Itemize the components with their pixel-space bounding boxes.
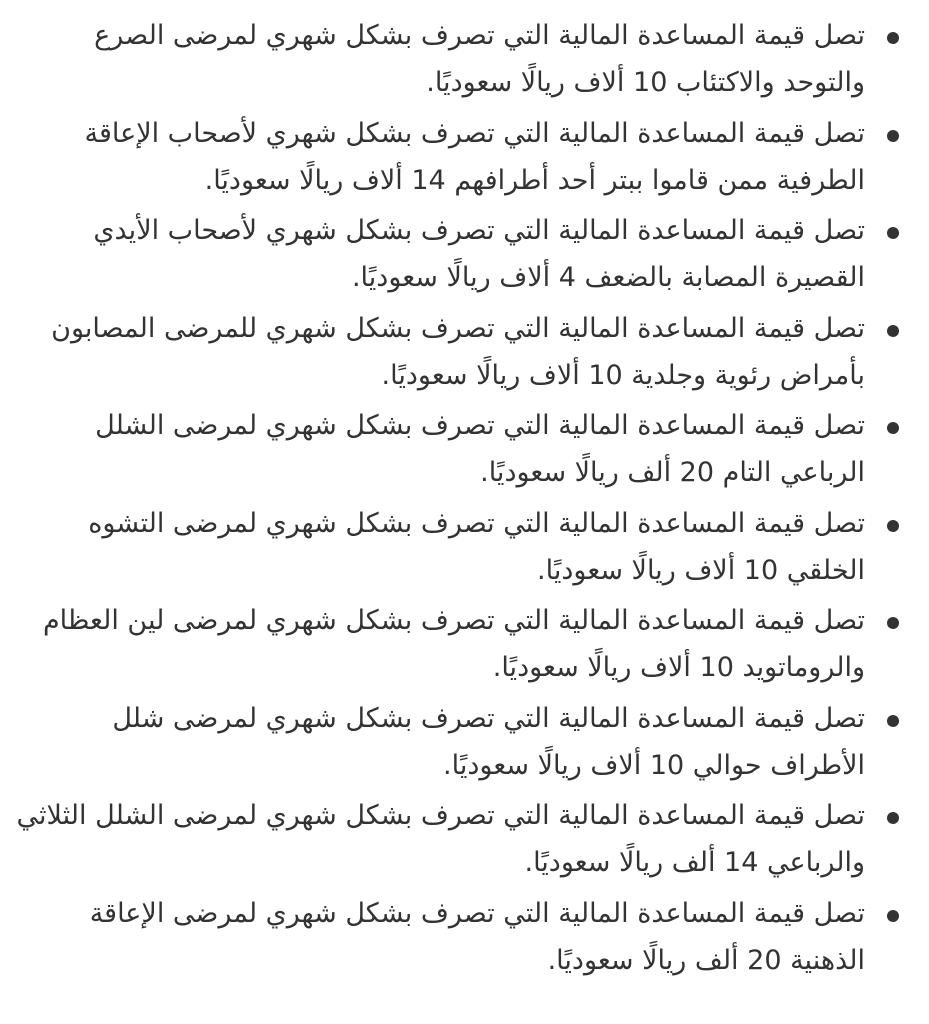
bullet-icon xyxy=(887,617,899,629)
list-item-text: تصل قيمة المساعدة المالية التي تصرف بشكل شهري لأصحاب الإعاقة الطرفية ممن قاموا ببتر أحد أطرافهم 14 ألاف ريالًا سعوديًا. xyxy=(84,117,865,196)
list-item xyxy=(10,402,909,496)
bullet-list xyxy=(0,12,929,984)
list-item-text: تصل قيمة المساعدة المالية التي تصرف بشكل شهري للمرضى المصابون بأمراض رئوية وجلدية 10 ألاف ريالًا سعوديًا. xyxy=(51,312,865,391)
list-item-text: تصل قيمة المساعدة المالية التي تصرف بشكل شهري لمرضى التشوه الخلقي 10 ألاف ريالًا سعوديًا. xyxy=(88,507,865,586)
bullet-icon xyxy=(887,520,899,532)
list-item-text: تصل قيمة المساعدة المالية التي تصرف بشكل شهري لمرضى الصرع والتوحد والاكتئاب 10 ألاف ريالًا سعوديًا. xyxy=(94,20,865,98)
article-content xyxy=(0,12,929,987)
list-item-text: تصل قيمة المساعدة المالية التي تصرف بشكل شهري لأصحاب الأيدي القصيرة المصابة بالضعف 4 ألاف ريالًا سعوديًا. xyxy=(93,215,865,293)
bullet-icon xyxy=(887,130,899,142)
list-item xyxy=(10,597,909,691)
list-item-text: تصل قيمة المساعدة المالية التي تصرف بشكل شهري لمرضى شلل الأطراف حوالي 10 ألاف ريالًا سعوديًا. xyxy=(112,702,865,781)
list-item xyxy=(10,207,909,301)
list-item xyxy=(10,500,909,594)
bullet-icon xyxy=(887,910,899,922)
list-item-text: تصل قيمة المساعدة المالية التي تصرف بشكل شهري لمرضى الإعاقة الذهنية 20 ألف ريالًا سعوديًا. xyxy=(89,897,865,976)
list-item xyxy=(10,890,909,984)
bullet-icon xyxy=(887,227,899,239)
list-item xyxy=(10,695,909,789)
list-item xyxy=(10,305,909,399)
list-item-text: تصل قيمة المساعدة المالية التي تصرف بشكل شهري لمرضى الشلل الثلاثي والرباعي 14 ألف ريالًا سعوديًا. xyxy=(16,800,865,878)
list-item-text: تصل قيمة المساعدة المالية التي تصرف بشكل شهري لمرضى لين العظام والروماتويد 10 ألاف ريالًا سعوديًا. xyxy=(42,605,865,683)
bullet-icon xyxy=(887,812,899,824)
bullet-icon xyxy=(887,32,899,44)
list-item xyxy=(10,12,909,106)
bullet-icon xyxy=(887,325,899,337)
bullet-icon xyxy=(887,422,899,434)
list-item xyxy=(10,792,909,886)
list-item-text: تصل قيمة المساعدة المالية التي تصرف بشكل شهري لمرضى الشلل الرباعي التام 20 ألف ريالًا سعوديًا. xyxy=(95,410,865,488)
bullet-icon xyxy=(887,715,899,727)
list-item xyxy=(10,110,909,204)
